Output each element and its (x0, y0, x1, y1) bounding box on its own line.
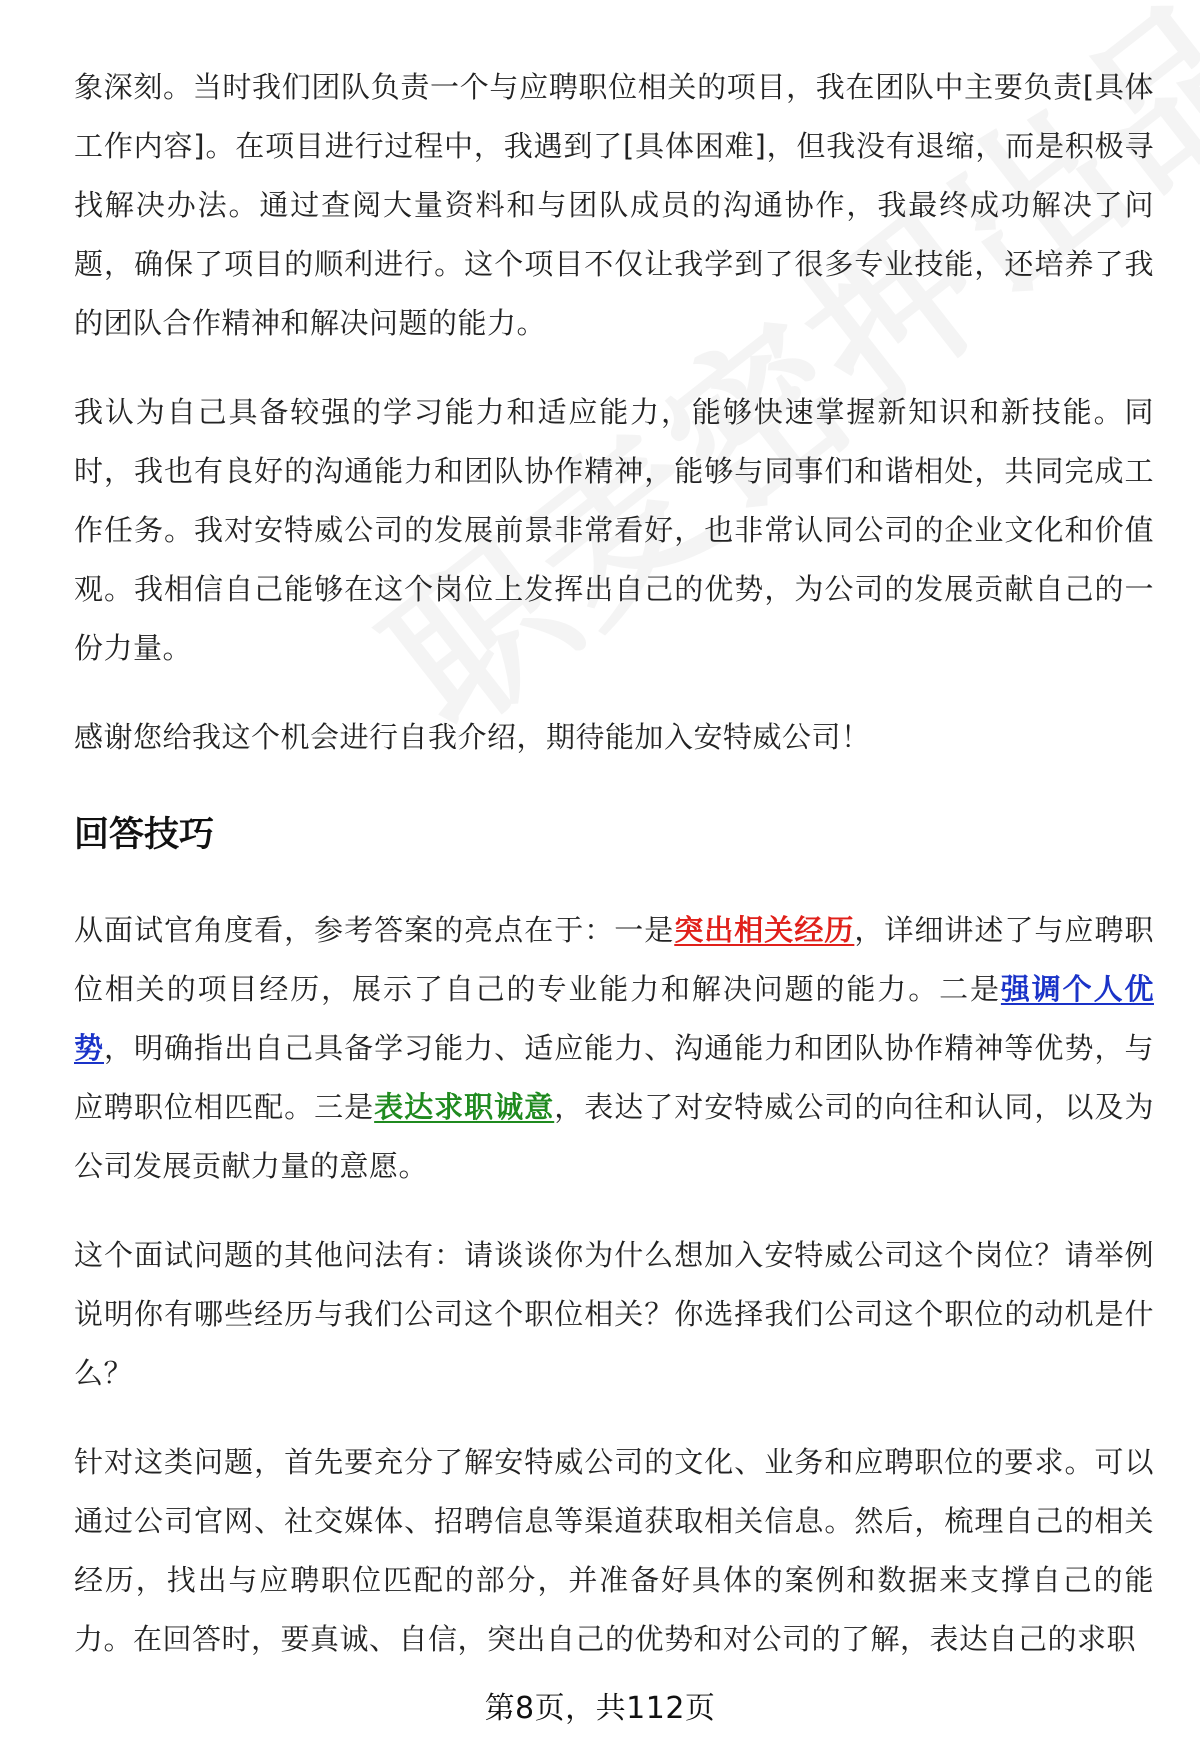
highlight-relevant-experience: 突出相关经历 (674, 913, 855, 947)
tips-text-3: ，明确指出自己具备学习能力、适应能力、沟通能力和团队协作精神等优势，与应聘职位相匹配。三是 (74, 1031, 1154, 1124)
intro-paragraph-3: 感谢您给我这个机会进行自我介绍，期待能加入安特威公司！ (74, 720, 871, 754)
document-page (74, 58, 1154, 1699)
page-footer: 第8页，共112页 (484, 1691, 716, 1726)
intro-paragraph-1: 象深刻。当时我们团队负责一个与应聘职位相关的项目，我在团队中主要负责[具体工作内容]。在项目进行过程中，我遇到了[具体困难]，但我没有退缩，而是积极寻找解决办法。通过查阅大量资料和与团队成员的沟通协作，我最终成功解决了问题，确保了项目的顺利进行。这个项目不仅让我学到了很多专业技能，还培养了我的团队合作精神和解决问题的能力。 (74, 70, 1154, 340)
other-questions-paragraph: 这个面试问题的其他问法有：请谈谈你为什么想加入安特威公司这个岗位？请举例说明你有哪些经历与我们公司这个职位相关？你选择我们公司这个职位的动机是什么？ (74, 1238, 1154, 1390)
highlight-personal-strengths: 强调个人优势 (74, 972, 1154, 1065)
tips-text-4: ，表达了对安特威公司的向往和认同，以及为公司发展贡献力量的意愿。 (74, 1090, 1154, 1183)
tips-paragraph (74, 901, 1154, 1196)
tips-text-2: ，详细讲述了与应聘职位相关的项目经历，展示了自己的专业能力和解决问题的能力。二是 (74, 913, 1154, 1006)
tips-text-1: 从面试官角度看，参考答案的亮点在于：一是 (74, 913, 675, 947)
intro-paragraph-2: 我认为自己具备较强的学习能力和适应能力，能够快速掌握新知识和新技能。同时，我也有良好的沟通能力和团队协作精神，能够与同事们和谐相处，共同完成工作任务。我对安特威公司的发展前景非常看好，也非常认同公司的企业文化和价值观。我相信自己能够在这个岗位上发挥出自己的优势，为公司的发展贡献自己的一份力量。 (74, 395, 1154, 665)
advice-paragraph: 针对这类问题，首先要充分了解安特威公司的文化、业务和应聘职位的要求。可以通过公司官网、社交媒体、招聘信息等渠道获取相关信息。然后，梳理自己的相关经历，找出与应聘职位匹配的部分，并准备好具体的案例和数据来支撑自己的能力。在回答时，要真诚、自信，突出自己的优势和对公司的了解，表达自己的求职 (74, 1445, 1154, 1656)
section-heading: 回答技巧 (74, 815, 215, 855)
highlight-sincerity: 表达求职诚意 (374, 1090, 555, 1124)
